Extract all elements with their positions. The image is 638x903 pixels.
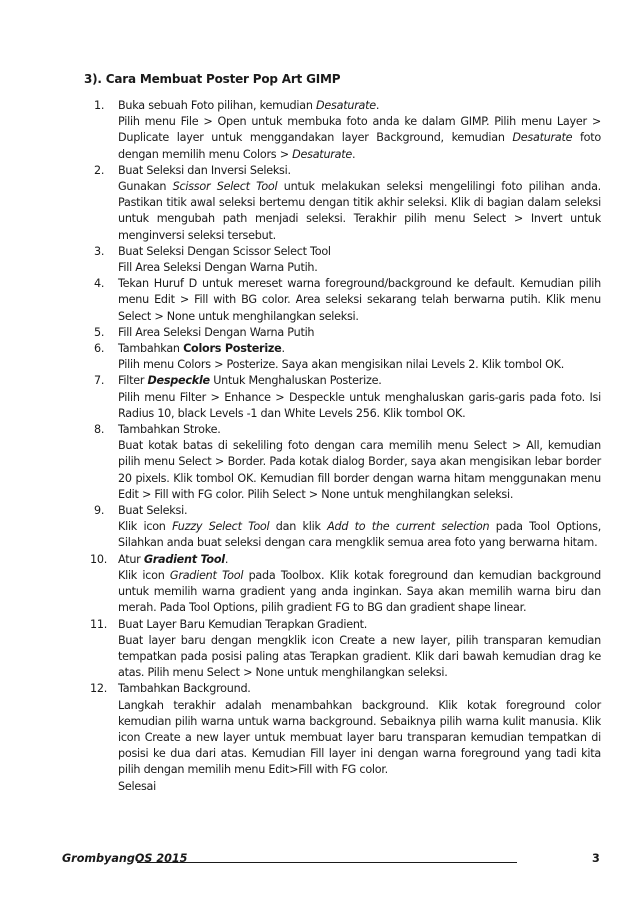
list-item: [94, 276, 601, 325]
item-title-text: Tambahkan: [118, 342, 184, 356]
item-number: 4.: [94, 277, 105, 291]
item-number: 7.: [94, 374, 105, 388]
item-title: Buat Seleksi dan Inversi Seleksi.: [118, 163, 291, 177]
page-number: 3: [592, 852, 600, 865]
desc-text: .: [352, 147, 356, 161]
desc-text: Gunakan: [118, 180, 173, 194]
desc-emphasis: Desaturate: [292, 147, 353, 161]
item-title: Tekan Huruf D untuk mereset warna foreground/background ke default. Kemudian pilih menu Edit > Fill with BG color. Area seleksi sekarang telah berwarna putih. Klik menu Select > None untuk menghilangkan seleksi.: [118, 277, 601, 323]
desc-text: untuk melakukan seleksi mengelilingi foto pilihan anda. Pastikan titik awal seleksi bertemu dengan titik akhir seleksi. Klik di bagian dalam seleksi untuk mengubah path menjadi seleksi. Terakhir pilih menu Select > Invert untuk menginversi seleksi tersebut.: [118, 180, 601, 242]
desc-text: pada Toolbox. Klik kotak foreground dan kemudian background untuk memilih warna gradient yang anda inginkan. Saya akan memilih warna biru dan merah. Pada Tool Options, pilih gradient FG to BG dan gradient shape linear.: [118, 568, 601, 615]
item-number: 5.: [94, 325, 105, 339]
item-closing: Selesai: [118, 779, 157, 793]
item-description: Pilih menu Filter > Enhance > Despeckle untuk menghaluskan garis-garis pada foto. Isi Radius 10, black Levels -1 dan White Levels 256. Klik tombol OK.: [118, 390, 601, 420]
item-title-end: .: [224, 552, 229, 566]
item-number: 3.: [94, 244, 105, 258]
item-title-bold: Colors Posterize: [183, 342, 282, 356]
desc-emphasis: Add to the current selection: [327, 520, 490, 534]
item-title-emphasis: Gradient Tool: [143, 552, 225, 566]
item-description: [118, 179, 601, 244]
desc-emphasis: Fuzzy Select Tool: [172, 520, 270, 534]
list-item: [94, 503, 601, 552]
item-title-text: Buka sebuah Foto pilihan, kemudian: [118, 99, 317, 112]
item-title-emphasis: Desaturate: [316, 99, 376, 112]
item-title: Buat Seleksi Dengan Scissor Select Tool: [118, 244, 331, 258]
item-description: Buat layer baru dengan mengklik icon Create a new layer, pilih transparan kemudian tempatkan pada posisi paling atas Terapkan gradient. Klik dari bawah kemudian drag ke atas. Pilih menu Select > None untuk menghilangkan seleksi.: [118, 633, 601, 680]
desc-emphasis: Scissor Select Tool: [172, 180, 278, 194]
footer-rule: [137, 862, 517, 863]
item-number: 8.: [94, 423, 105, 437]
desc-emphasis: Gradient Tool: [169, 568, 244, 582]
desc-emphasis: Desaturate: [512, 131, 573, 145]
item-title-text: Filter: [118, 374, 148, 388]
desc-text: Klik icon: [118, 568, 170, 582]
item-description: [118, 519, 601, 551]
desc-text: dan klik: [269, 520, 328, 534]
item-description: [118, 114, 601, 163]
item-description: Fill Area Seleksi Dengan Warna Putih.: [118, 261, 318, 275]
footer-title: GrombyangOS 2015: [62, 852, 188, 865]
item-title: [118, 98, 601, 114]
desc-text: Klik icon: [118, 520, 173, 534]
list-item: [94, 244, 601, 276]
item-description: Pilih menu Colors > Posterize. Saya akan mengisikan nilai Levels 2. Klik tombol OK.: [118, 358, 565, 372]
item-number: 10.: [90, 552, 108, 566]
list-item: [94, 422, 601, 503]
item-description: Buat kotak batas di sekeliling foto dengan cara memilih menu Select > All, kemudian pilih menu Select > Border. Pada kotak dialog Border, saya akan mengisikan lebar border 20 pixels. Klik tombol OK. Kemudian fill border dengan warna hitam menggunakan menu Edit > Fill with FG color. Pilih Select > None untuk menghilangkan seleksi.: [118, 439, 601, 501]
item-number: 12.: [90, 682, 108, 696]
desc-text: Pilih menu File > Open untuk membuka foto anda ke dalam GIMP. Pilih menu Layer > Duplicate layer untuk menggandakan layer Background, kemudian: [118, 115, 601, 145]
section-heading: 3). Cara Membuat Poster Pop Art GIMP: [84, 72, 341, 86]
item-title-text: Atur: [118, 552, 144, 566]
desc-text: foto dengan memilih menu Colors >: [118, 131, 602, 161]
list-item: [94, 373, 601, 422]
item-description: Langkah terakhir adalah menambahkan background. Klik kotak foreground color kemudian pilih warna untuk warna background. Sebaiknya pilih warna kulit manusia. Klik icon Create a new layer untuk membuat layer baru transparan kemudian tempatkan di posisi ke dua dari atas. Kemudian Fill layer ini dengan warna foreground yang tadi kita pilih dengan memilih menu Edit>Fill with FG color.: [118, 698, 601, 777]
list-item: [90, 552, 601, 617]
item-number: 2.: [94, 163, 105, 177]
list-item: [90, 681, 601, 794]
item-number: 11.: [90, 617, 108, 631]
desc-text: pada Tool Options, Silahkan anda buat seleksi dengan cara mengklik semua area foto yang berwarna hitam.: [118, 520, 601, 550]
item-title: [118, 341, 601, 357]
item-number: 9.: [94, 504, 105, 518]
item-title: Tambahkan Stroke.: [118, 423, 221, 437]
item-description: [118, 568, 601, 617]
item-title: Buat Seleksi.: [118, 504, 188, 518]
list-item: [90, 617, 601, 682]
item-title-end: .: [375, 99, 380, 112]
item-title-end: Untuk Menghaluskan Posterize.: [209, 374, 382, 388]
steps-list: [0, 98, 638, 795]
item-title: Buat Layer Baru Kemudian Terapkan Gradient.: [118, 617, 368, 631]
list-item: [94, 325, 601, 341]
item-title: Tambahkan Background.: [118, 682, 251, 696]
item-number: 1.: [94, 99, 105, 112]
item-number: 6.: [94, 342, 105, 356]
item-title: Fill Area Seleksi Dengan Warna Putih: [118, 325, 315, 339]
item-title-end: .: [281, 342, 285, 356]
item-title-emphasis: Despeckle: [147, 374, 210, 388]
item-title: [118, 552, 601, 568]
list-item: [94, 163, 601, 244]
list-item: [94, 98, 602, 163]
item-title: [118, 373, 601, 389]
list-item: [94, 341, 601, 373]
